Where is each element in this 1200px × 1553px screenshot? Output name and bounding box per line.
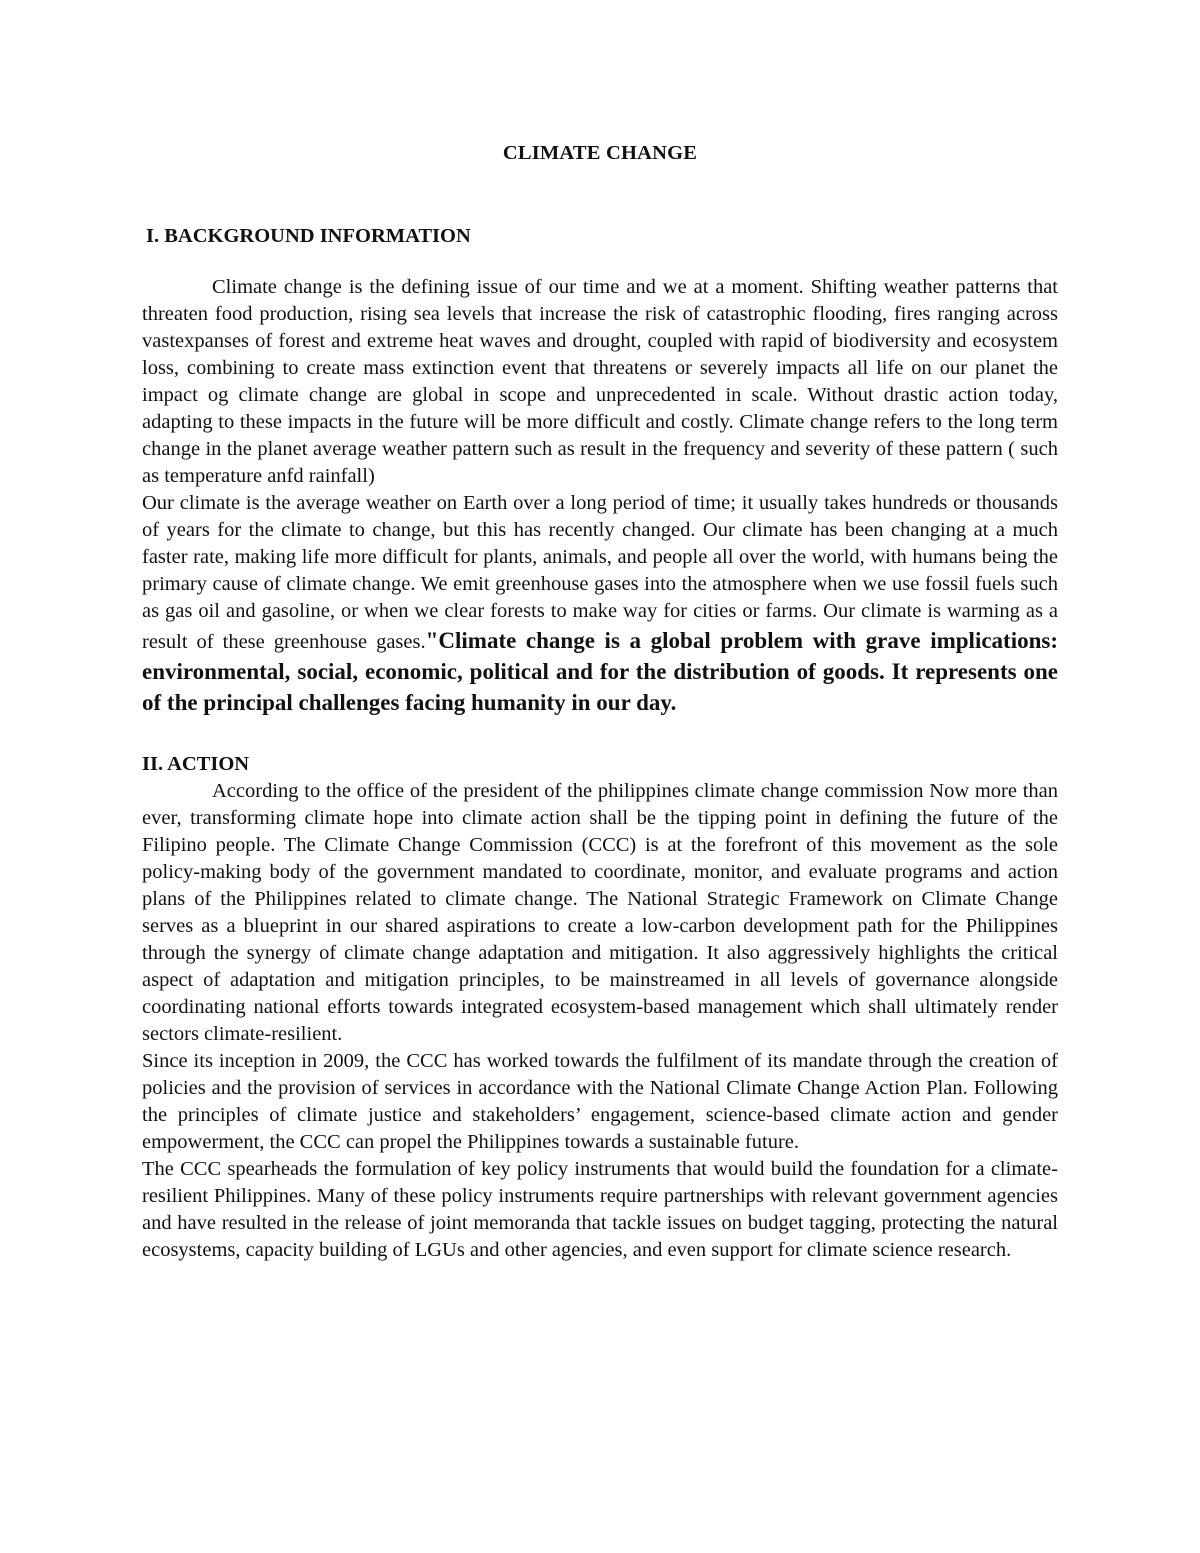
background-paragraph-2-text: Our climate is the average weather on Earth over a long period of time; it usually takes hundreds or thousands of years for the climate to change, but this has recently changed. Our climate has been changing at a much faster rate, making life more difficult for plants, animals, and people all over the world, with humans being the primary cause of climate change. We emit greenhouse gases into the atmosphere when we use fossil fuels such as gas oil and gasoline, or when we clear forests to make way for cities or farms. Our climate is warming as a result of these greenhouse gases. — [142, 492, 1058, 653]
document-title: CLIMATE CHANGE — [502, 142, 698, 164]
background-emphasis-quote: "Climate change is a global problem with grave implications: environmental, social, economic, political and for the distribution of goods. It represents one of the principal challenges facing humanity in our day. — [142, 628, 1058, 715]
action-paragraph-3: The CCC spearheads the formulation of key policy instruments that would build the foundation for a climate-resilient Philippines. Many of these policy instruments require partnerships with relevant government agencies and have resulted in the release of joint memoranda that tackle issues on budget tagging, protecting the natural ecosystems, capacity building of LGUs and other agencies, and even support for climate science research. — [142, 1158, 1058, 1261]
background-paragraph-2 — [142, 490, 1058, 718]
section-heading-background: I. BACKGROUND INFORMATION — [146, 225, 471, 247]
background-paragraph-1: Climate change is the defining issue of our time and we at a moment. Shifting weather patterns that threaten food production, rising sea levels that increase the risk of catastrophic flooding, fires ranging across vastexpanses of forest and extreme heat waves and drought, coupled with rapid of biodiversity and ecosystem loss, combining to create mass extinction event that threatens or severely impacts all life on our planet the impact og climate change are global in scope and unprecedented in scale. Without drastic action today, adapting to these impacts in the future will be more difficult and costly. Climate change refers to the long term change in the planet average weather pattern such as result in the frequency and severity of these pattern ( such as temperature anfd rainfall) — [142, 276, 1058, 487]
action-paragraph-2: Since its inception in 2009, the CCC has worked towards the fulfilment of its mandate through the creation of policies and the provision of services in accordance with the National Climate Change Action Plan. Following the principles of climate justice and stakeholders’ engagement, science-based climate action and gender empowerment, the CCC can propel the Philippines towards a sustainable future. — [142, 1050, 1058, 1153]
section-heading-action: II. ACTION — [142, 753, 250, 775]
document-page — [142, 140, 1058, 1264]
action-paragraph-1: According to the office of the president of the philippines climate change commission Now more than ever, transforming climate hope into climate action shall be the tipping point in defining the future of the Filipino people. The Climate Change Commission (CCC) is at the forefront of this movement as the sole policy-making body of the government mandated to coordinate, monitor, and evaluate programs and action plans of the Philippines related to climate change. The National Strategic Framework on Climate Change serves as a blueprint in our shared aspirations to create a low-carbon development path for the Philippines through the synergy of climate change adaptation and mitigation. It also aggressively highlights the critical aspect of adaptation and mitigation principles, to be mainstreamed in all levels of governance alongside coordinating national efforts towards integrated ecosystem-based management which shall ultimately render sectors climate-resilient. — [142, 780, 1058, 1045]
